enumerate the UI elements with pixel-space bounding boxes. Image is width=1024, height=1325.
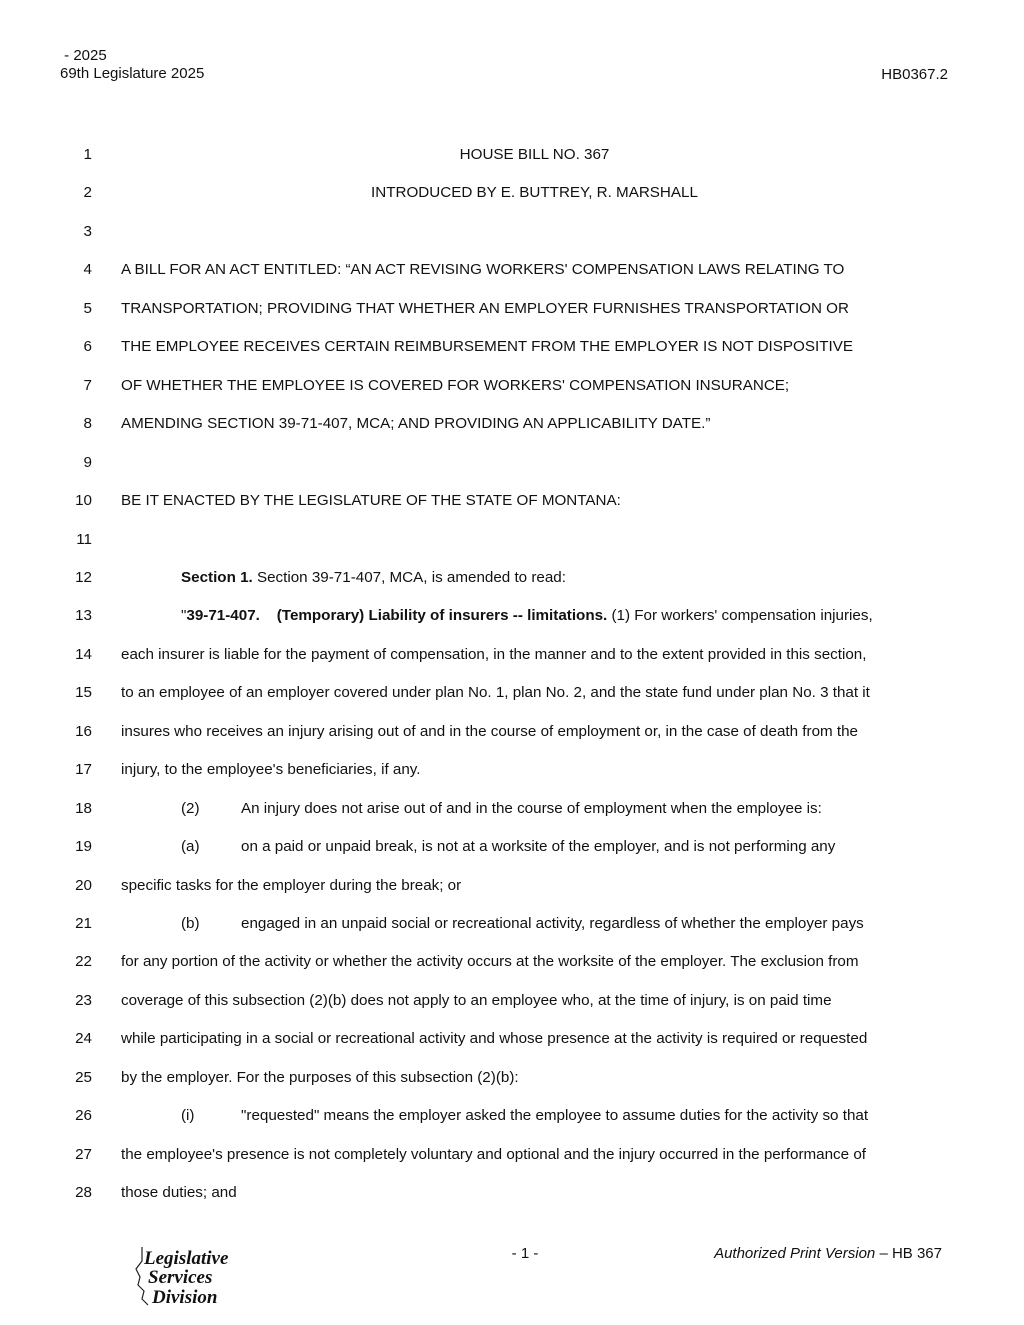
- bill-line: [0, 145, 1024, 165]
- section-line: [181, 568, 566, 588]
- line-text: A BILL FOR AN ACT ENTITLED: “AN ACT REVISING WORKERS' COMPENSATION LAWS RELATING TO: [121, 261, 845, 279]
- bill-line: [0, 837, 1024, 857]
- logo-word-1: Legislative: [144, 1248, 229, 1269]
- line-text: coverage of this subsection (2)(b) does not apply to an employee who, at the time of injury, is on paid time: [121, 991, 832, 1009]
- line-text: specific tasks for the employer during the break; or: [121, 876, 462, 894]
- bill-line: [0, 876, 1024, 896]
- line-number: 22: [75, 953, 92, 971]
- bill-line: [0, 530, 1024, 550]
- line-text: An injury does not arise out of and in the course of employment when the employee is:: [241, 799, 822, 817]
- line-number: 13: [75, 607, 92, 625]
- section-heading: 39-71-407. (Temporary) Liability of insurers -- limitations.: [186, 607, 608, 625]
- line-number: 2: [83, 184, 92, 202]
- line-text: OF WHETHER THE EMPLOYEE IS COVERED FOR WORKERS' COMPENSATION INSURANCE;: [121, 376, 790, 394]
- line-number: 27: [75, 1145, 92, 1163]
- line-number: 18: [75, 799, 92, 817]
- line-number: 24: [75, 1030, 92, 1048]
- section-heading: Section 1.: [181, 568, 253, 586]
- line-number: 14: [75, 645, 92, 663]
- bill-line: [0, 1029, 1024, 1049]
- bill-line: [0, 260, 1024, 280]
- line-text: engaged in an unpaid social or recreational activity, regardless of whether the employer pays: [241, 915, 864, 932]
- bill-line: [0, 683, 1024, 703]
- header-legislature: 69th Legislature 2025: [60, 65, 205, 82]
- line-text: those duties; and: [121, 1184, 237, 1202]
- bill-line: [0, 491, 1024, 511]
- line-text: BE IT ENACTED BY THE LEGISLATURE OF THE STATE OF MONTANA:: [121, 492, 621, 510]
- bill-line: [0, 222, 1024, 242]
- line-text: injury, to the employee's beneficiaries, if any.: [121, 761, 421, 779]
- bill-line: [0, 376, 1024, 396]
- line-text: insures who receives an injury arising out of and in the course of employment or, in the case of death from the: [121, 722, 858, 740]
- bill-line: [0, 337, 1024, 357]
- line-number: 9: [83, 453, 92, 471]
- line-number: 3: [83, 222, 92, 240]
- bill-line: [0, 760, 1024, 780]
- bill-line: [0, 1106, 1024, 1126]
- line-text: the employee's presence is not completely voluntary and optional and the injury occurred in the performance of: [121, 1145, 866, 1163]
- line-number: 6: [83, 338, 92, 356]
- logo-word-2: Services: [148, 1267, 213, 1288]
- bill-line: [0, 183, 1024, 203]
- line-number: 28: [75, 1184, 92, 1202]
- open-quote: ": [181, 607, 187, 625]
- line-text: (1) For workers' compensation injuries,: [607, 607, 873, 625]
- line-number: 15: [75, 684, 92, 702]
- line-text: to an employee of an employer covered under plan No. 1, plan No. 2, and the state fund under plan No. 3 that it: [121, 684, 870, 702]
- line-text: on a paid or unpaid break, is not at a worksite of the employer, and is not performing any: [241, 838, 836, 856]
- line-number: 10: [75, 492, 92, 510]
- bill-line: [0, 414, 1024, 434]
- line-number: 21: [75, 915, 92, 932]
- bill-line: [0, 914, 1024, 934]
- line-number: 25: [75, 1068, 92, 1086]
- line-text: TRANSPORTATION; PROVIDING THAT WHETHER AN EMPLOYER FURNISHES TRANSPORTATION OR: [121, 299, 849, 317]
- bill-line: [0, 1183, 1024, 1203]
- bill-line: [0, 722, 1024, 742]
- subsection-marker: (a): [181, 838, 200, 856]
- authorized-print-italic: Authorized Print Version: [714, 1245, 876, 1262]
- line-number: 23: [75, 991, 92, 1009]
- section-line: [181, 606, 873, 626]
- line-text: AMENDING SECTION 39-71-407, MCA; AND PROVIDING AN APPLICABILITY DATE.”: [121, 415, 711, 433]
- bill-line: [0, 952, 1024, 972]
- bill-line: [0, 299, 1024, 319]
- authorized-print-bill: – HB 367: [875, 1245, 942, 1262]
- bill-line: [0, 606, 1024, 626]
- line-number: 20: [75, 876, 92, 894]
- line-text: INTRODUCED BY E. BUTTREY, R. MARSHALL: [371, 184, 698, 202]
- bill-line: [0, 568, 1024, 588]
- line-number: 26: [75, 1107, 92, 1125]
- line-number: 11: [76, 530, 92, 548]
- document-header: [60, 47, 204, 83]
- bill-line: [0, 1145, 1024, 1165]
- line-number: 19: [75, 838, 92, 856]
- logo-word-3: Division: [152, 1287, 218, 1308]
- line-text: Section 39-71-407, MCA, is amended to read:: [252, 568, 566, 586]
- line-text: while participating in a social or recreational activity and whose presence at the activity is required or requested: [121, 1030, 868, 1048]
- bill-line: [0, 453, 1024, 473]
- authorized-print-label: [714, 1245, 942, 1262]
- lsd-logo: [132, 1243, 252, 1313]
- subsection-marker: (2): [181, 799, 200, 817]
- line-number: 7: [83, 376, 92, 394]
- line-number: 1: [83, 146, 92, 163]
- line-number: 17: [75, 761, 92, 779]
- line-text: HOUSE BILL NO. 367: [459, 146, 610, 163]
- bill-code: HB0367.2: [881, 66, 948, 83]
- line-number: 5: [83, 299, 92, 317]
- bill-line: [0, 645, 1024, 665]
- subsection-marker: (i): [181, 1107, 195, 1125]
- subsection-marker: (b): [181, 915, 200, 932]
- line-text: each insurer is liable for the payment of compensation, in the manner and to the extent provided in this section,: [121, 645, 867, 663]
- bill-line: [0, 991, 1024, 1011]
- line-number: 4: [83, 261, 92, 279]
- header-session: - 2025: [60, 47, 107, 64]
- bill-line: [0, 1068, 1024, 1088]
- line-text: THE EMPLOYEE RECEIVES CERTAIN REIMBURSEMENT FROM THE EMPLOYER IS NOT DISPOSITIVE: [121, 338, 853, 356]
- line-text: "requested" means the employer asked the employee to assume duties for the activity so that: [241, 1107, 869, 1125]
- line-number: 12: [75, 568, 92, 586]
- bill-line: [0, 799, 1024, 819]
- line-number: 8: [83, 415, 92, 433]
- line-number: 16: [75, 722, 92, 740]
- line-text: by the employer. For the purposes of this subsection (2)(b):: [121, 1068, 519, 1086]
- page-number: - 1 -: [511, 1245, 539, 1262]
- line-text: for any portion of the activity or whether the activity occurs at the worksite of the employer. The exclusion from: [121, 953, 859, 971]
